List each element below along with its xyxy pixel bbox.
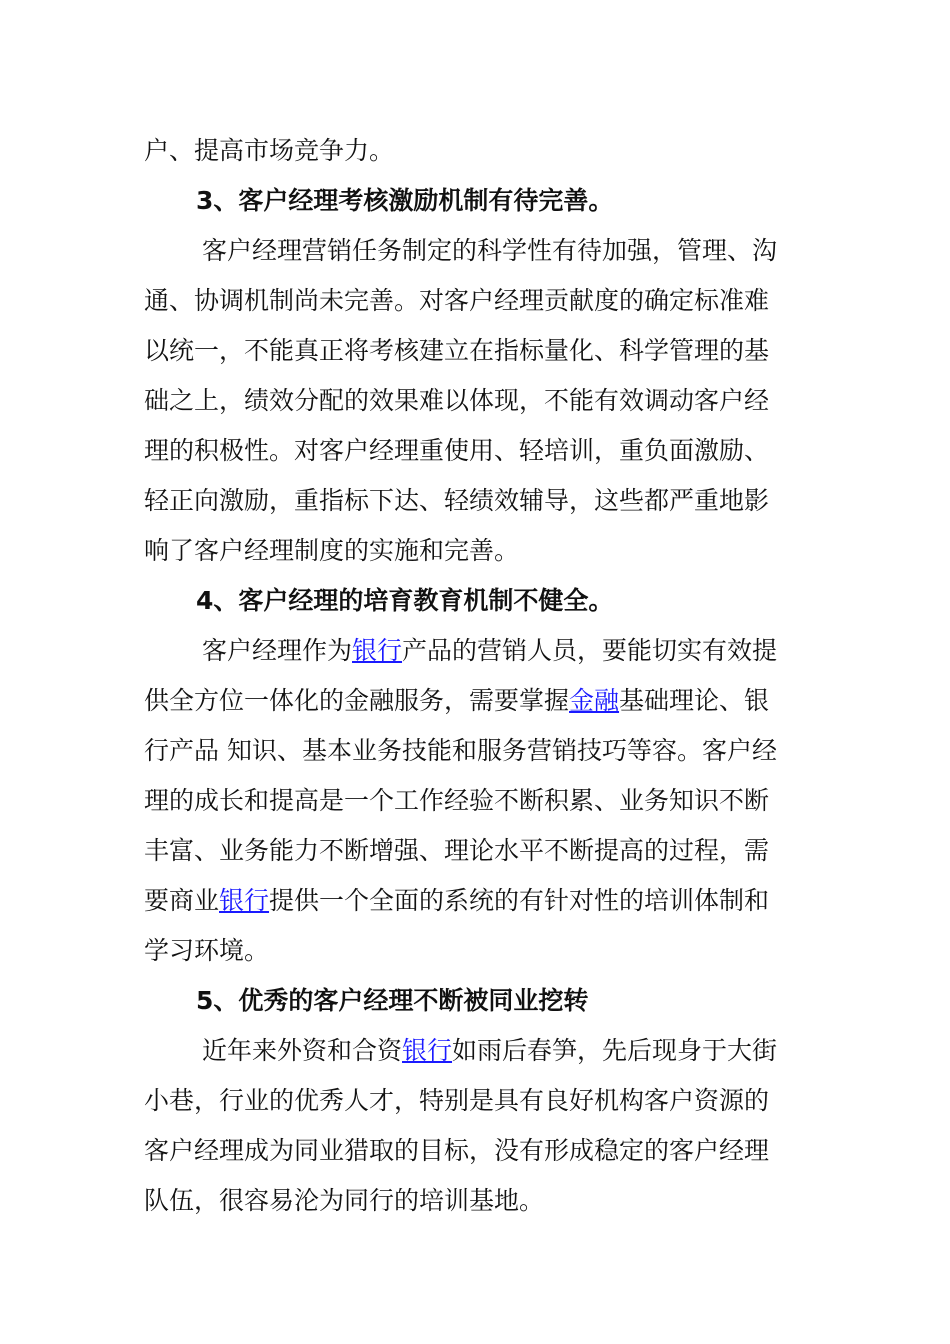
section3-line: 响了客户经理制度的实施和完善。 bbox=[144, 536, 520, 565]
section4-line bbox=[144, 626, 794, 676]
section5-heading: 5、优秀的客户经理不断被同业挖转 bbox=[196, 986, 589, 1015]
section4-line: 学习环境。 bbox=[144, 936, 270, 965]
section4-line6-text-a: 要商业 bbox=[144, 886, 220, 915]
section4-line: 理的成长和提高是一个工作经验不断积累、业务知识不断 bbox=[144, 786, 770, 815]
section5-line1-text-a: 近年来外资和合资 bbox=[202, 1036, 403, 1065]
section3-line: 通、协调机制尚未完善。对客户经理贡献度的确定标准难 bbox=[144, 286, 770, 315]
section4-line6-text-b: 提供一个全面的系统的有针对性的培训体制和 bbox=[269, 886, 770, 915]
bank-link[interactable]: 银行 bbox=[219, 886, 270, 915]
section5-line bbox=[144, 1026, 794, 1076]
section3-line: 础之上，绩效分配的效果难以体现，不能有效调动客户经 bbox=[144, 386, 770, 415]
section4-line2-text-a: 供全方位一体化的金融服务，需要掌握 bbox=[144, 686, 570, 715]
section4-line: 行产品 知识、基本业务技能和服务营销技巧等容。客户经 bbox=[144, 736, 777, 765]
section3-line: 理的积极性。对客户经理重使用、轻培训，重负面激励、 bbox=[144, 436, 770, 465]
section4-line1-text-b: 产品的营销人员，要能切实有效提 bbox=[402, 636, 778, 665]
section3-line: 轻正向激励，重指标下达、轻绩效辅导，这些都严重地影 bbox=[144, 486, 770, 515]
paragraph-intro-line: 户、提高市场竞争力。 bbox=[144, 136, 395, 165]
section5-line1-text-b: 如雨后春笋，先后现身于大街 bbox=[452, 1036, 778, 1065]
bank-link[interactable]: 银行 bbox=[352, 636, 403, 665]
finance-link[interactable]: 金融 bbox=[569, 686, 620, 715]
document-body bbox=[144, 126, 794, 1226]
section4-heading: 4、客户经理的培育教育机制不健全。 bbox=[196, 586, 614, 615]
section5-line: 队伍，很容易沦为同行的培训基地。 bbox=[144, 1186, 545, 1215]
bank-link[interactable]: 银行 bbox=[402, 1036, 453, 1065]
section3-line: 以统一，不能真正将考核建立在指标量化、科学管理的基 bbox=[144, 336, 770, 365]
section4-line bbox=[144, 676, 794, 726]
section3-line: 客户经理营销任务制定的科学性有待加强，管理、沟 bbox=[202, 236, 778, 265]
section4-line2-text-b: 基础理论、银 bbox=[619, 686, 770, 715]
section5-line: 小巷，行业的优秀人才，特别是具有良好机构客户资源的 bbox=[144, 1086, 770, 1115]
section4-line: 丰富、业务能力不断增强、理论水平不断提高的过程，需 bbox=[144, 836, 770, 865]
section5-line: 客户经理成为同业猎取的目标，没有形成稳定的客户经理 bbox=[144, 1136, 770, 1165]
section3-heading: 3、客户经理考核激励机制有待完善。 bbox=[196, 186, 614, 215]
section4-line1-text-a: 客户经理作为 bbox=[202, 636, 353, 665]
section4-line bbox=[144, 876, 794, 926]
